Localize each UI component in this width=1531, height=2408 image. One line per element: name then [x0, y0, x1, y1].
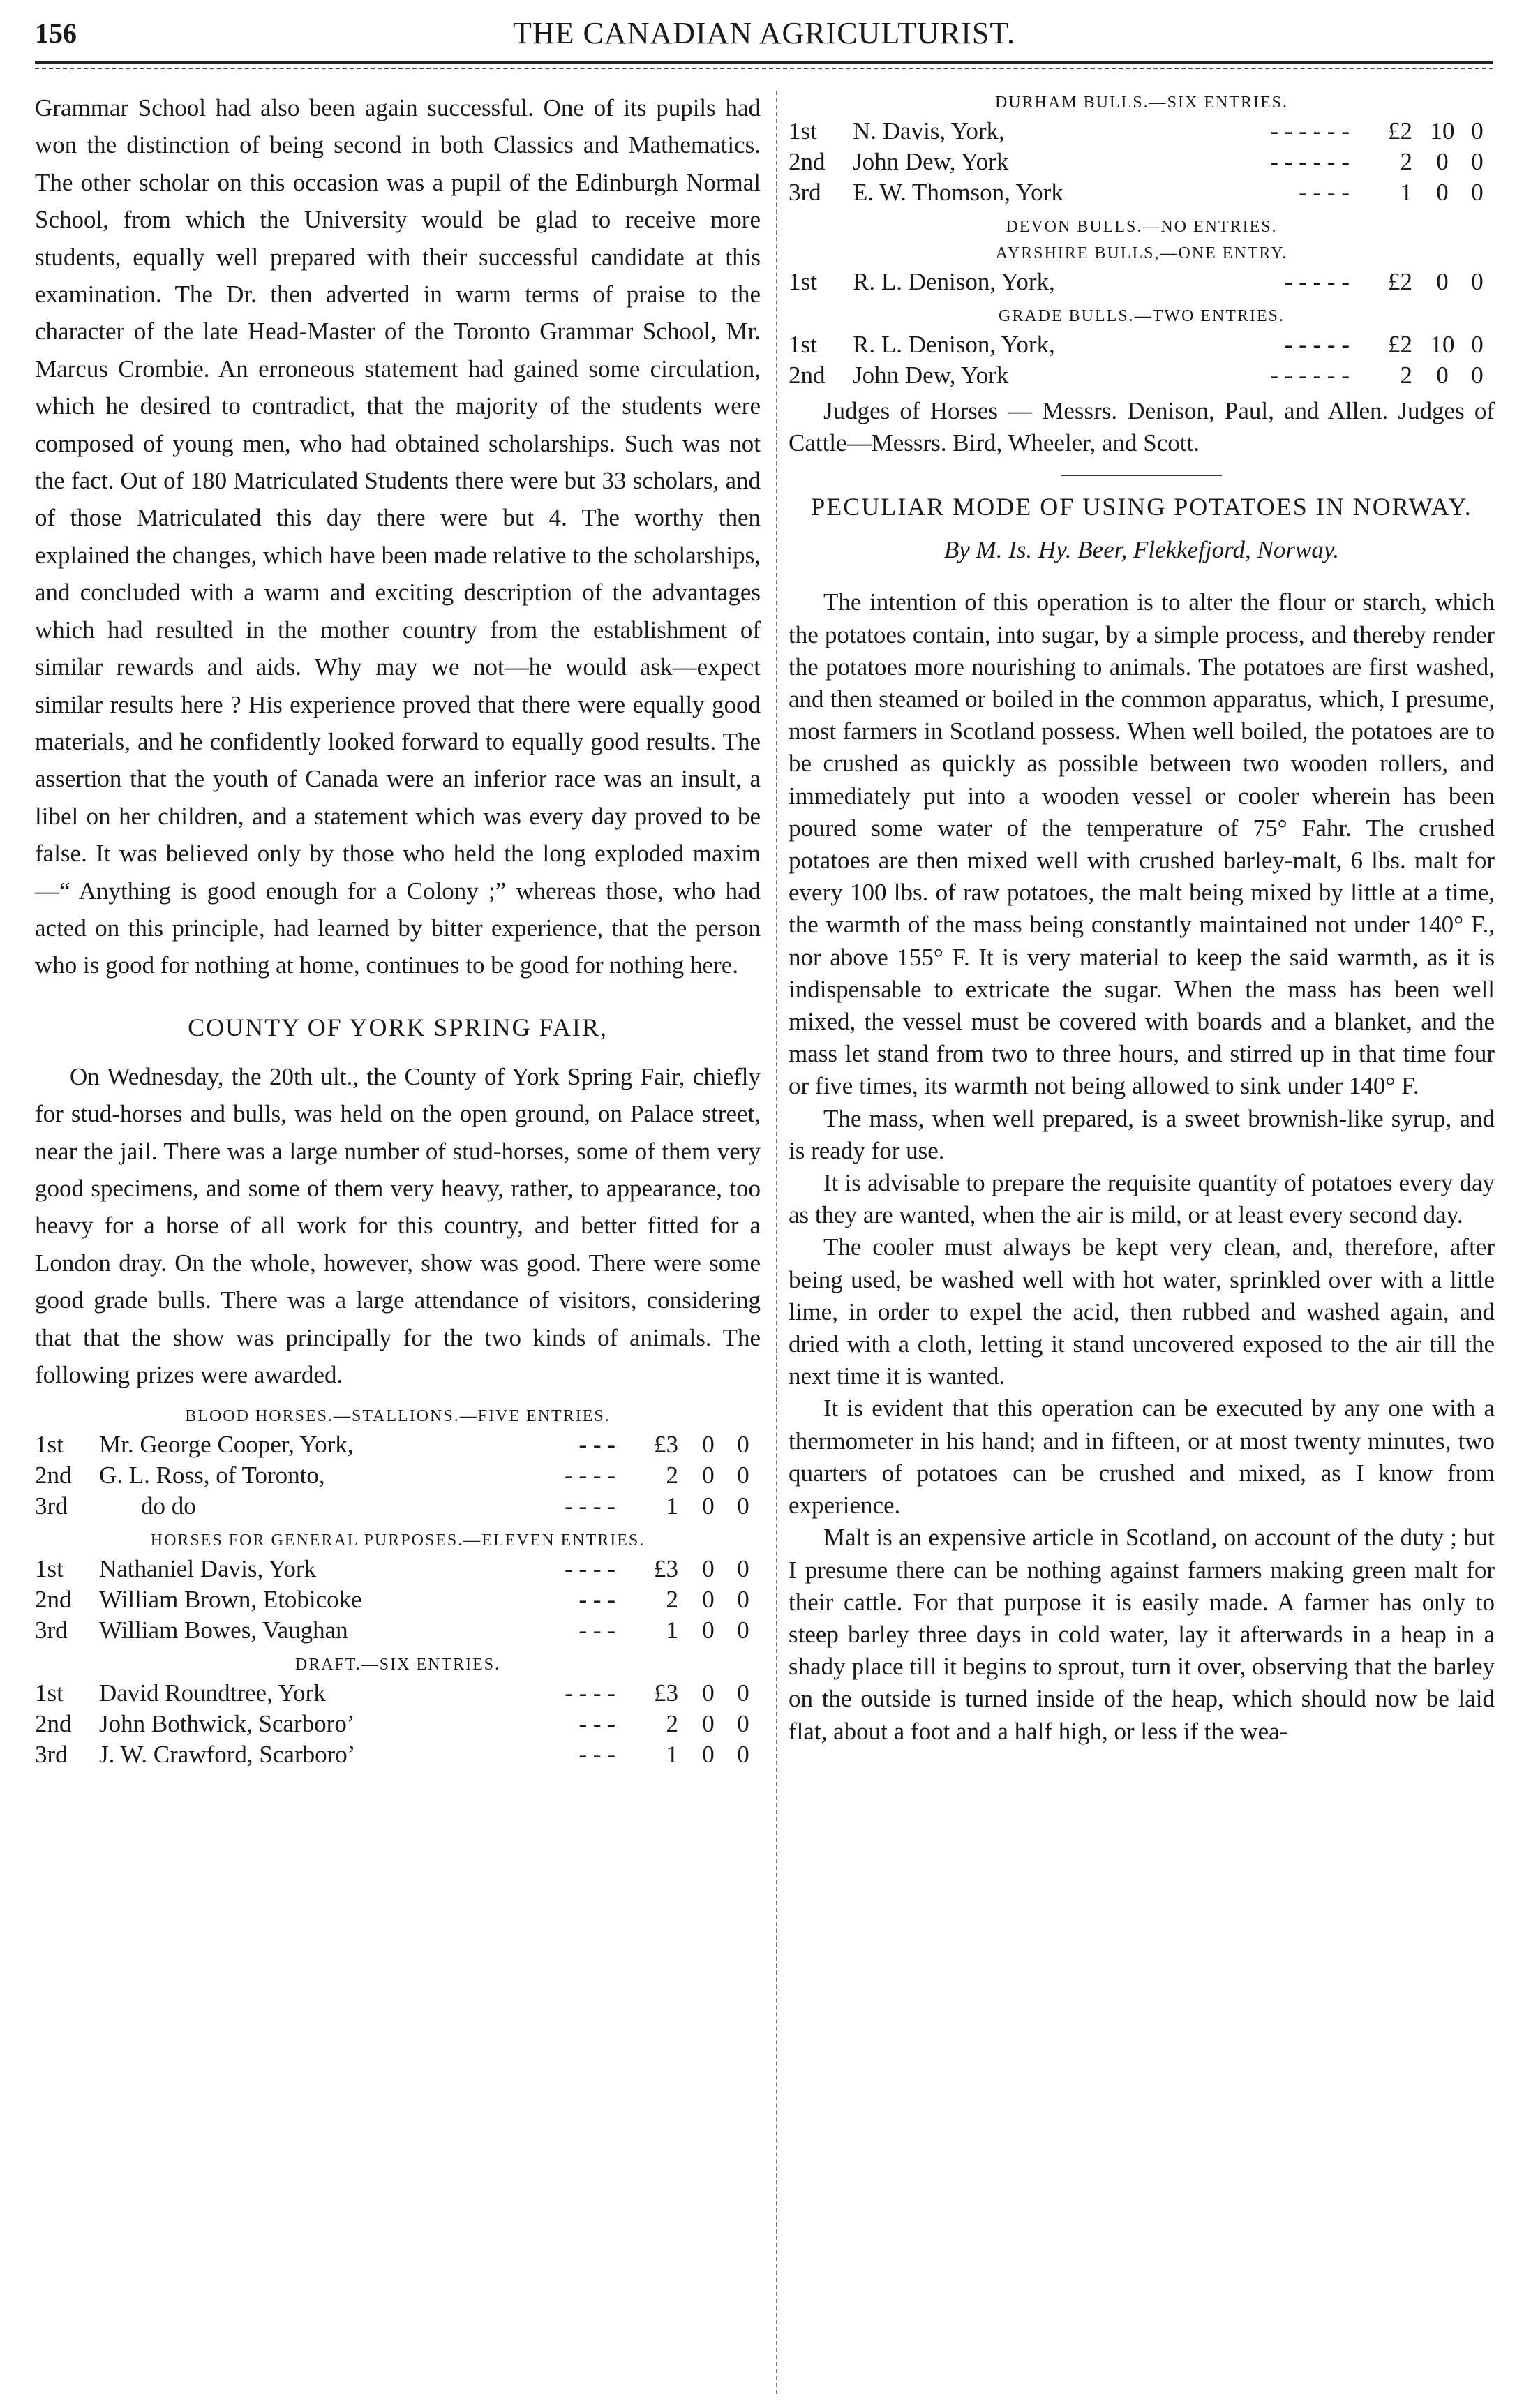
prize-pounds: £3 [654, 1679, 678, 1707]
table-row [35, 1739, 761, 1770]
table-row [789, 177, 1495, 208]
article-paragraph: It is advisable to prepare the requisite quantity of potatoes every day as they are wanted, when the air is mild, or at least every second day. [789, 1169, 1495, 1229]
prize-shillings: 0 [1436, 148, 1449, 175]
prize-pounds: 1 [666, 1492, 678, 1520]
prize-table [35, 1429, 761, 1522]
prize-winner: David Roundtree, York [99, 1679, 326, 1707]
prize-pence: 0 [737, 1679, 749, 1707]
prize-pounds: 2 [666, 1586, 678, 1614]
prize-pounds: 1 [666, 1617, 678, 1644]
prize-pence: 0 [737, 1586, 749, 1614]
article-paragraph: The intention of this operation is to alter the flour or starch, which the potatoes contain, into sugar, by a simple process, and thereby render the potatoes more nourishing to animals. The potatoes are first washed, and then steamed or boiled in the common apparatus, which, I presume, most farmers in Scotland possess. When well boiled, the potatoes are to be crushed as quickly as possible between two wooden rollers, and immediately put into a wooden vessel or cooler wherein has been poured some water of the temperature of 75° Fahr. The crushed potatoes are then mixed well with crushed barley-malt, 6 lbs. malt for every 100 lbs. of raw potatoes, the malt being mixed by little at a time, the warmth of the mass being constantly maintained not under 140° F., nor above 155° F. It is very material to keep the said warmth, as it is indispensable to extricate the sugar. When the mass has been well mixed, the vessel must be covered with boards and a blanket, and the mass let stand from two to three hours, and stirred up in that time four or five times, its warmth not being allowed to sink under 140° F. [789, 588, 1495, 1100]
prize-pence: 0 [737, 1617, 749, 1644]
prize-pounds: 2 [1400, 362, 1412, 389]
table-row [35, 1429, 761, 1460]
leader-dots: - - - - [565, 1462, 615, 1489]
prize-table [789, 267, 1495, 297]
prize-pence: 0 [737, 1462, 749, 1489]
table-row [789, 329, 1495, 360]
leader-dots: - - - [578, 1431, 615, 1459]
prize-pence: 0 [1471, 331, 1484, 358]
left-column [35, 89, 761, 1770]
prize-place: 2nd [789, 148, 826, 175]
prize-shillings: 0 [702, 1492, 715, 1520]
table-row [35, 1709, 761, 1739]
prize-pounds: 2 [666, 1710, 678, 1738]
leader-dots: - - - [578, 1586, 615, 1614]
prize-pence: 0 [1471, 362, 1484, 389]
prize-shillings: 0 [1436, 268, 1449, 295]
prize-section-heading: GRADE BULLS.—TWO ENTRIES. [999, 307, 1285, 325]
fair-article-paragraph: On Wednesday, the 20th ult., the County of York Spring Fair, chiefly for stud-horses and bulls, was held on the open ground, on Palace street, near the jail. There was a large number of stud-horses, some of them very good specimens, and some of them very heavy, rather, to appearance, too heavy for a horse of all work for this country, and better fitted for a London dray. On the whole, however, show was good. There were some good grade bulls. There was a large attendance of visitors, considering that that the show was principally for the two kinds of animals. The following prizes were awarded. [35, 1062, 761, 1388]
prize-table [35, 1554, 761, 1646]
table-row [35, 1678, 761, 1709]
prize-place: 1st [789, 331, 817, 358]
fair-article-title: COUNTY OF YORK SPRING FAIR, [188, 1013, 608, 1041]
table-row [789, 360, 1495, 391]
leader-dots: - - - - [1299, 179, 1350, 206]
leader-dots: - - - - [565, 1492, 615, 1520]
prize-pounds: £2 [1388, 117, 1412, 144]
section-divider [1061, 475, 1222, 476]
page-header [35, 6, 1493, 68]
prize-shillings: 0 [702, 1586, 715, 1614]
prize-pence: 0 [1471, 117, 1484, 144]
prize-winner: R. L. Denison, York, [853, 331, 1055, 358]
table-row [789, 267, 1495, 297]
prize-shillings: 0 [702, 1679, 715, 1707]
article-continuation-paragraph: Grammar School had also been again successful. One of its pupils had won the distinction of being second in both Classics and Mathematics. The other scholar on this occasion was a pupil of the Edinburgh Normal School, from which the University would be glad to receive more students, equally well prepared with their successful candidate at this examination. The Dr. then adverted in warm terms of praise to the character of the late Head-Master of the Toronto Grammar School, Mr. Marcus Crombie. An erroneous statement had gained some circulation, which he desired to contradict, that the majority of the students were composed of young men, who had obtained scholarships. Such was not the fact. Out of 180 Matriculated Students there were but 33 scholars, and of those Matriculated this day there were but 4. The worthy then explained the changes, which have been made relative to the scholarships, and concluded with a warm and exciting description of the advantages which had resulted in the mother country from the establishment of similar rewards and aids. Why may we not—he would ask—expect similar results here ? His experience proved that there were equally good materials, and he confidently looked forward to equally good results. The assertion that the youth of Canada were an inferior race was an insult, a libel on her children, and a statement which was every day proved to be false. It was believed only by those who held the long exploded maxim—“ Anything is good enough for a Colony ;” whereas those, who had acted on this principle, had learned by bitter experience, that the person who is good for nothing at home, continues to be good for nothing here. [35, 94, 761, 979]
prize-shillings: 0 [702, 1555, 715, 1583]
prize-shillings: 0 [702, 1431, 715, 1459]
article-paragraph: The mass, when well prepared, is a sweet brownish-like syrup, and is ready for use. [789, 1104, 1495, 1164]
leader-dots: - - - - - - [1270, 148, 1350, 175]
prize-winner: G. L. Ross, of Toronto, [99, 1462, 325, 1489]
table-row [789, 147, 1495, 177]
prize-place: 1st [789, 268, 817, 295]
prize-shillings: 0 [1436, 362, 1449, 389]
table-row [35, 1584, 761, 1615]
prize-place: 1st [789, 117, 817, 144]
prize-pounds: 2 [1400, 148, 1412, 175]
prize-place: 3rd [789, 179, 821, 206]
prize-winner: E. W. Thomson, York [853, 179, 1063, 206]
prize-table [789, 329, 1495, 391]
leader-dots: - - - [578, 1710, 615, 1738]
horse-prize-sections [35, 1403, 761, 1770]
table-row [35, 1460, 761, 1491]
prize-winner: R. L. Denison, York, [853, 268, 1055, 295]
prize-place: 2nd [789, 362, 826, 389]
prize-table [789, 116, 1495, 208]
prize-winner: Mr. George Cooper, York, [99, 1431, 354, 1459]
article-paragraph: It is evident that this operation can be executed by any one with a thermometer in his hand; and in fifteen, or at most twenty minutes, two quarters of potatoes can be crushed and mixed, as I know from experience. [789, 1395, 1495, 1519]
journal-title: THE CANADIAN AGRICULTURIST. [513, 16, 1015, 50]
prize-shillings: 0 [702, 1741, 715, 1769]
prize-place: 3rd [35, 1741, 68, 1769]
article-paragraph: Malt is an expensive article in Scotland, on account of the duty ; but I presume there can be nothing against farmers making green malt for their cattle. For that purpose it is easily made. A farmer has only to steep barley three days in cold water, lay it afterwards in a heap in a shady place till it begins to sprout, turn it over, observing that the barley on the outside is turned inside of the heap, which should now be laid flat, about a foot and a half high, or less if the wea- [789, 1524, 1495, 1745]
leader-dots: - - - [578, 1617, 615, 1644]
article-paragraph: The cooler must always be kept very clean, and, therefore, after being used, be washed well with hot water, sprinkled over with a little lime, in order to expel the acid, then rubbed and washed again, and dried with a cloth, letting it stand uncovered exposed to the air till the next time it is wanted. [789, 1233, 1495, 1390]
prize-winner: John Dew, York [853, 148, 1009, 175]
prize-pounds: £2 [1388, 331, 1412, 358]
leader-dots: - - - - - - [1270, 362, 1350, 389]
judges-note: Judges of Horses — Messrs. Denison, Paul, and Allen. Judges of Cattle—Messrs. Bird, Wheeler, and Scott. [789, 397, 1495, 457]
prize-shillings: 0 [702, 1617, 715, 1644]
prize-winner: N. Davis, York, [853, 117, 1005, 144]
prize-place: 3rd [35, 1492, 68, 1520]
prize-pence: 0 [737, 1431, 749, 1459]
leader-dots: - - - - [565, 1679, 615, 1707]
prize-winner: John Bothwick, Scarboro’ [99, 1710, 355, 1738]
prize-section-heading: BLOOD HORSES.—STALLIONS.—FIVE ENTRIES. [185, 1407, 611, 1426]
leader-dots: - - - - - [1284, 268, 1350, 295]
leader-dots: - - - - [565, 1555, 615, 1583]
page-number: 156 [35, 17, 77, 49]
article-byline: By M. Is. Hy. Beer, Flekkefjord, Norway. [943, 536, 1340, 564]
prize-pence: 0 [737, 1492, 749, 1520]
leader-dots: - - - - - [1284, 331, 1350, 358]
prize-shillings: 0 [702, 1710, 715, 1738]
table-row [35, 1615, 761, 1646]
prize-winner: J. W. Crawford, Scarboro’ [99, 1741, 356, 1769]
prize-pounds: 1 [666, 1741, 678, 1769]
prize-pence: 0 [1471, 148, 1484, 175]
prize-section-heading: DEVON BULLS.—NO ENTRIES. [1006, 218, 1278, 236]
table-row [789, 116, 1495, 147]
prize-place: 1st [35, 1679, 64, 1707]
prize-pence: 0 [737, 1710, 749, 1738]
prize-pence: 0 [737, 1741, 749, 1769]
prize-shillings: 0 [1436, 179, 1449, 206]
prize-place: 1st [35, 1555, 64, 1583]
leader-dots: - - - [578, 1741, 615, 1769]
header-dashed-rule [35, 68, 1493, 69]
prize-shillings: 10 [1430, 331, 1455, 358]
prize-pounds: £2 [1388, 268, 1412, 295]
prize-pounds: 1 [1400, 179, 1412, 206]
prize-winner: Nathaniel Davis, York [99, 1555, 317, 1583]
prize-pounds: £3 [654, 1431, 678, 1459]
prize-pence: 0 [737, 1555, 749, 1583]
prize-section-heading: HORSES FOR GENERAL PURPOSES.—ELEVEN ENTRIES. [150, 1531, 645, 1550]
prize-place: 2nd [35, 1462, 72, 1489]
leader-dots: - - - - - - [1270, 117, 1350, 144]
table-row [35, 1491, 761, 1522]
prize-pounds: £3 [654, 1555, 678, 1583]
prize-section-heading: DURHAM BULLS.—SIX ENTRIES. [994, 94, 1288, 112]
prize-shillings: 10 [1430, 117, 1455, 144]
right-column [789, 89, 1495, 1748]
prize-place: 3rd [35, 1617, 68, 1644]
prize-place: 2nd [35, 1586, 72, 1614]
column-divider [776, 91, 777, 2394]
table-row [35, 1554, 761, 1584]
prize-pence: 0 [1471, 179, 1484, 206]
prize-place: 2nd [35, 1710, 72, 1738]
header-rule [35, 61, 1493, 64]
prize-winner: John Dew, York [853, 362, 1009, 389]
prize-winner: William Bowes, Vaughan [99, 1617, 348, 1644]
potato-article-title: PECULIAR MODE OF USING POTATOES IN NORWAY. [811, 493, 1472, 521]
prize-pounds: 2 [666, 1462, 678, 1489]
prize-section-heading: DRAFT.—SIX ENTRIES. [294, 1656, 501, 1674]
prize-shillings: 0 [702, 1462, 715, 1489]
prize-section-heading: AYRSHIRE BULLS,—ONE ENTRY. [995, 244, 1288, 262]
prize-winner: William Brown, Etobicoke [99, 1586, 362, 1614]
prize-place: 1st [35, 1431, 64, 1459]
prize-winner: do do [141, 1492, 196, 1520]
prize-pence: 0 [1471, 268, 1484, 295]
prize-table [35, 1678, 761, 1770]
